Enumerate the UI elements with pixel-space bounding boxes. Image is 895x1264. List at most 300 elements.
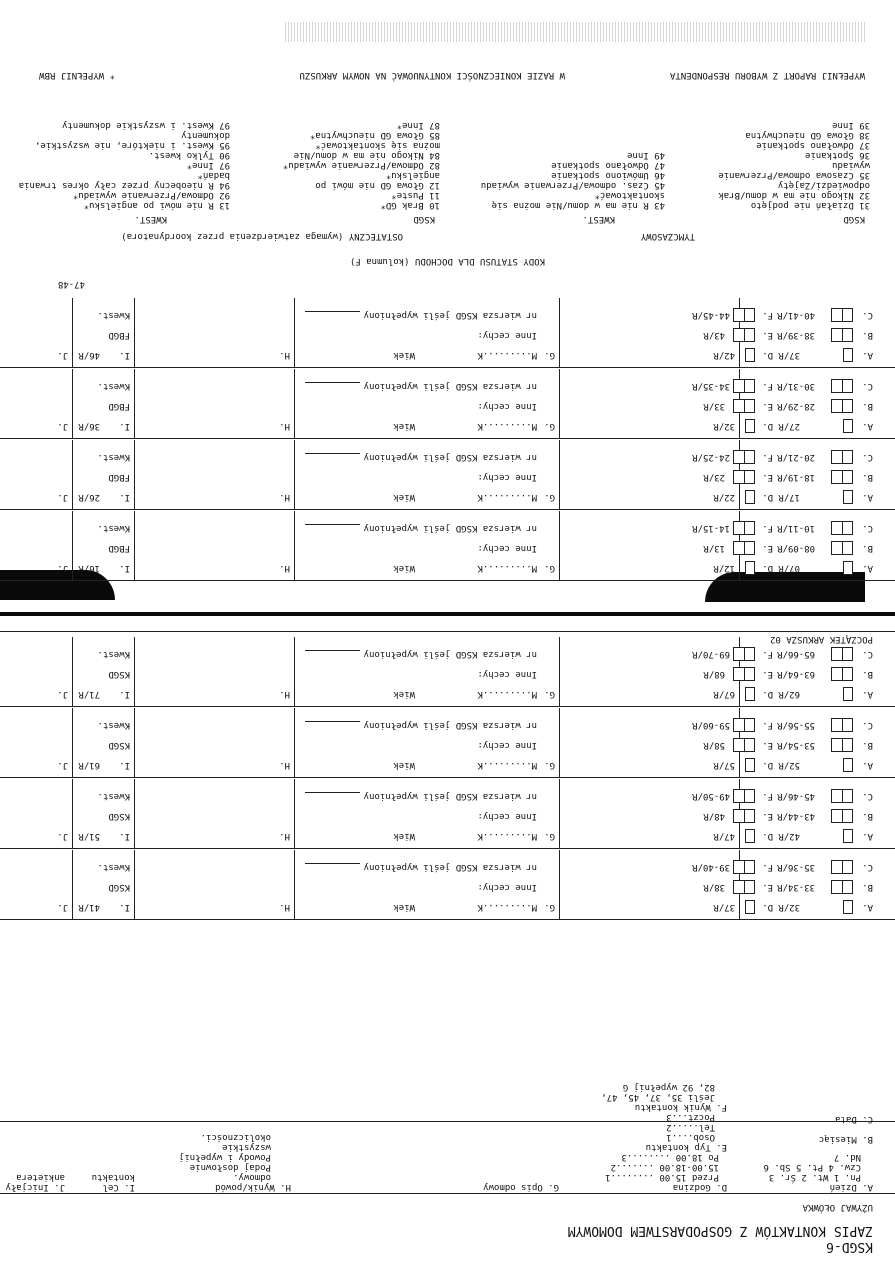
row-i-col: 46/R [78, 350, 100, 360]
row-c-col: 20-21/R [777, 452, 815, 462]
checkbox-a[interactable] [843, 687, 853, 701]
checkbox-pair-e[interactable] [733, 738, 755, 752]
checkbox-d[interactable] [745, 561, 755, 575]
row-b-col: 18-19/R [777, 472, 815, 482]
row-b-label: B. [862, 401, 873, 411]
row-d-label: D. [762, 689, 773, 699]
columns-47-48: 47-48 [57, 279, 85, 289]
row-f-col: 49-50/R [692, 791, 730, 801]
contact-type-1: Osob....1 [666, 1132, 715, 1142]
block-column-divider [72, 298, 73, 368]
status-code-line: 49 Inne [627, 150, 665, 160]
questionnaire-label: Kwest. [97, 452, 130, 462]
block-column-divider [294, 708, 295, 778]
checkbox-pair-e[interactable] [733, 541, 755, 555]
row-j-label: J. [57, 350, 68, 360]
row-e-label: E. [762, 669, 773, 679]
reason-line-3: Podaj dosłownie [189, 1162, 271, 1172]
checkbox-pair-f[interactable] [733, 521, 755, 535]
checkbox-pair-f[interactable] [733, 860, 755, 874]
checkbox-a[interactable] [843, 490, 853, 504]
checkbox-d[interactable] [745, 687, 755, 701]
row-g-label: G. [544, 902, 555, 912]
scan-artifact-band [0, 612, 895, 616]
initials-line-1: J. Inicjały [5, 1182, 65, 1192]
row-h-label: H. [279, 760, 290, 770]
reason-line-5: wszystkie [222, 1142, 271, 1152]
form-title: ZAPIS KONTAKTÓW Z GOSPODARSTWEM DOMOWYM [567, 1223, 873, 1238]
row-e-col: 23/R [703, 472, 725, 482]
row-f-label: F. [762, 791, 773, 801]
status-ksgd-2: KSGD [413, 214, 435, 224]
reason-line-6: okoliczności. [200, 1132, 271, 1142]
row-b-col: 33-34/R [777, 882, 815, 892]
code-label: KSGD [108, 740, 130, 750]
row-h-label: H. [279, 350, 290, 360]
row-i-label: I. [119, 492, 130, 502]
contact-type-2: Tel.....2 [666, 1122, 715, 1132]
row-f-label: F. [762, 720, 773, 730]
row-a-col: 32/R [778, 902, 800, 912]
checkbox-pair-c[interactable] [831, 308, 853, 322]
row-d-label: D. [762, 831, 773, 841]
status-code-line: 95 Kwest. i niektóre, nie wszystkie, [34, 140, 230, 150]
code-label: FBGD [108, 330, 130, 340]
reason-line-2: odmowy. [233, 1172, 271, 1182]
row-g-text: M.........K [477, 350, 537, 360]
code-label: FBGD [108, 543, 130, 553]
row-d-col: 32/R [713, 421, 735, 431]
initials-cell [5, 1172, 65, 1192]
row-b-col: 08-09/R [777, 543, 815, 553]
days-line-1: Pn. 1 Wt. 2 Śr. 3 [768, 1172, 861, 1182]
row-d-label: D. [762, 492, 773, 502]
month-label: B. Miesiąc [818, 1134, 873, 1144]
status-code-line: 37 Odwołano spotkanie [756, 140, 870, 150]
block-column-divider [72, 637, 73, 707]
copy-row-blank[interactable] [305, 792, 360, 793]
age-label: Wiek [393, 760, 415, 770]
row-d-col: 42/R [713, 350, 735, 360]
row-i-col: 41/R [78, 902, 100, 912]
checkbox-pair-b[interactable] [831, 399, 853, 413]
checkbox-a[interactable] [843, 758, 853, 772]
row-i-label: I. [119, 760, 130, 770]
row-a-label: A. [862, 831, 873, 841]
row-i-label: I. [119, 831, 130, 841]
row-h-label: H. [279, 492, 290, 502]
copy-row-label: nr wiersza KSGD jeśli wypełniony [363, 452, 537, 462]
checkbox-d[interactable] [745, 829, 755, 843]
code-label: FBGD [108, 401, 130, 411]
scan-noise-band [285, 22, 865, 42]
questionnaire-label: Kwest. [97, 310, 130, 320]
row-i-col: 51/R [78, 831, 100, 841]
checkbox-pair-b[interactable] [831, 809, 853, 823]
row-i-col: 36/R [78, 421, 100, 431]
row-d-col: 47/R [713, 831, 735, 841]
block-column-divider [72, 511, 73, 581]
copy-row-label: nr wiersza KSGD jeśli wypełniony [363, 523, 537, 533]
other-features-label: Inne cechy: [477, 543, 537, 553]
checkbox-pair-c[interactable] [831, 789, 853, 803]
status-tymczasowy: TYMCZASOWY [640, 231, 695, 241]
result-note-2: 82, 92 wypełnij G [622, 1082, 715, 1092]
other-features-label: Inne cechy: [477, 401, 537, 411]
age-label: Wiek [393, 563, 415, 573]
status-code-line: 97 Inne* [186, 160, 230, 170]
row-e-label: E. [762, 811, 773, 821]
row-b-col: 43-44/R [777, 811, 815, 821]
header-top-rule [0, 1193, 895, 1194]
checkbox-pair-f[interactable] [733, 450, 755, 464]
row-i-col: 26/R [78, 492, 100, 502]
row-e-label: E. [762, 330, 773, 340]
status-code-line: 85 Głowa GD nieuchwytna* [309, 130, 440, 140]
row-e-col: 13/R [703, 543, 725, 553]
pencil-instruction: UŻYWAJ OŁÓWKA [802, 1202, 873, 1212]
row-i-label: I. [119, 689, 130, 699]
result-reason-cell [179, 1132, 291, 1192]
result-note-1: Jeśli 35, 37, 45, 47, [601, 1092, 715, 1102]
status-code-line: 10 Brak GD* [380, 200, 440, 210]
row-c-col: 40-41/R [777, 310, 815, 320]
row-a-col: 27/R [778, 421, 800, 431]
row-c-label: C. [862, 310, 873, 320]
copy-row-blank[interactable] [305, 453, 360, 454]
checkbox-pair-e[interactable] [733, 470, 755, 484]
hour-label: D. Godzina [672, 1182, 727, 1192]
copy-row-label: nr wiersza KSGD jeśli wypełniony [363, 720, 537, 730]
block-column-divider [294, 511, 295, 581]
other-features-label: Inne cechy: [477, 472, 537, 482]
checkbox-pair-b[interactable] [831, 880, 853, 894]
other-features-label: Inne cechy: [477, 882, 537, 892]
copy-row-blank[interactable] [305, 863, 360, 864]
block-column-divider [294, 850, 295, 920]
checkbox-d[interactable] [745, 758, 755, 772]
checkbox-a[interactable] [843, 900, 853, 914]
row-a-label: A. [862, 421, 873, 431]
row-b-label: B. [862, 811, 873, 821]
row-a-label: A. [862, 902, 873, 912]
row-f-col: 14-15/R [692, 523, 730, 533]
purpose-line-2: kontaktu [91, 1172, 135, 1182]
row-g-label: G. [544, 563, 555, 573]
row-b-col: 53-54/R [777, 740, 815, 750]
row-a-label: A. [862, 689, 873, 699]
row-f-col: 34-35/R [692, 381, 730, 391]
contact-result-label: F. Wynik kontaktu [634, 1102, 727, 1112]
row-b-label: B. [862, 882, 873, 892]
row-h-label: H. [279, 563, 290, 573]
row-j-label: J. [57, 760, 68, 770]
row-a-label: A. [862, 563, 873, 573]
status-code-line: skontaktować* [594, 190, 665, 200]
checkbox-d[interactable] [745, 348, 755, 362]
checkbox-a[interactable] [843, 419, 853, 433]
copy-row-blank[interactable] [305, 650, 360, 651]
row-g-label: G. [544, 689, 555, 699]
row-f-label: F. [762, 452, 773, 462]
row-i-col: 61/R [78, 760, 100, 770]
checkbox-a[interactable] [843, 829, 853, 843]
block-column-divider [134, 779, 135, 849]
other-features-label: Inne cechy: [477, 330, 537, 340]
copy-row-label: nr wiersza KSGD jeśli wypełniony [363, 381, 537, 391]
row-i-label: I. [119, 902, 130, 912]
other-features-label: Inne cechy: [477, 740, 537, 750]
checkbox-pair-c[interactable] [831, 379, 853, 393]
row-c-col: 35-36/R [777, 862, 815, 872]
status-code-line: 43 R nie ma w domu/Nie można się [491, 200, 665, 210]
row-a-col: 17/R [778, 492, 800, 502]
checkbox-pair-f[interactable] [733, 718, 755, 732]
status-code-line: 11 Puste* [391, 190, 440, 200]
checkbox-pair-f[interactable] [733, 789, 755, 803]
row-c-label: C. [862, 720, 873, 730]
row-c-label: C. [862, 381, 873, 391]
copy-row-blank[interactable] [305, 524, 360, 525]
row-i-label: I. [119, 563, 130, 573]
copy-row-blank[interactable] [305, 382, 360, 383]
row-e-col: 33/R [703, 401, 725, 411]
row-c-col: 45-46/R [777, 791, 815, 801]
row-b-label: B. [862, 669, 873, 679]
row-d-label: D. [762, 563, 773, 573]
row-e-label: E. [762, 401, 773, 411]
checkbox-pair-e[interactable] [733, 667, 755, 681]
purpose-line-1: I. Cel [102, 1182, 135, 1192]
row-j-label: J. [57, 421, 68, 431]
code-label: FBGD [108, 472, 130, 482]
row-f-col: 39-40/R [692, 862, 730, 872]
row-c-label: C. [862, 649, 873, 659]
status-codes-title: KODY STATUSU DLA DOCHODU (kolumna F) [349, 256, 545, 266]
row-g-text: M.........K [477, 831, 537, 841]
row-a-label: A. [862, 350, 873, 360]
checkbox-pair-f[interactable] [733, 308, 755, 322]
row-e-col: 38/R [703, 882, 725, 892]
checkbox-d[interactable] [745, 419, 755, 433]
block-column-divider [559, 779, 560, 849]
status-code-line: można się skontaktować* [315, 140, 440, 150]
code-label: KSGD [108, 882, 130, 892]
row-c-label: C. [862, 862, 873, 872]
sheet-02-rule [0, 631, 895, 632]
row-c-col: 30-31/R [777, 381, 815, 391]
block-column-divider [559, 440, 560, 510]
checkbox-d[interactable] [745, 900, 755, 914]
checkbox-pair-e[interactable] [733, 328, 755, 342]
block-column-divider [72, 850, 73, 920]
status-code-line: dokumenty [181, 130, 230, 140]
status-code-line: 38 Głowa GD nieuchwytna [745, 130, 870, 140]
checkbox-pair-e[interactable] [733, 809, 755, 823]
row-f-label: F. [762, 310, 773, 320]
copy-row-label: nr wiersza KSGD jeśli wypełniony [363, 791, 537, 801]
age-label: Wiek [393, 421, 415, 431]
row-b-col: 38-39/R [777, 330, 815, 340]
checkbox-pair-b[interactable] [831, 470, 853, 484]
row-c-col: 55-56/R [777, 720, 815, 730]
copy-row-label: nr wiersza KSGD jeśli wypełniony [363, 310, 537, 320]
questionnaire-label: Kwest. [97, 649, 130, 659]
row-g-text: M.........K [477, 689, 537, 699]
block-column-divider [559, 298, 560, 368]
row-e-col: 58/R [703, 740, 725, 750]
row-g-label: G. [544, 831, 555, 841]
status-code-line: 36 Spotkanie [804, 150, 870, 160]
block-column-divider [134, 440, 135, 510]
checkbox-pair-c[interactable] [831, 521, 853, 535]
row-e-col: 43/R [703, 330, 725, 340]
row-e-label: E. [762, 740, 773, 750]
status-ksgd-1: KSGD [843, 214, 865, 224]
row-d-col: 22/R [713, 492, 735, 502]
status-kwest-2: KWEST. [134, 214, 167, 224]
row-g-text: M.........K [477, 563, 537, 573]
status-code-line: 90 Tylko kwest. [148, 150, 230, 160]
block-column-divider [294, 779, 295, 849]
row-b-label: B. [862, 543, 873, 553]
checkbox-pair-c[interactable] [831, 718, 853, 732]
row-g-label: G. [544, 760, 555, 770]
block-column-divider [294, 637, 295, 707]
codes-col-2 [481, 150, 665, 210]
copy-row-blank[interactable] [305, 311, 360, 312]
codes-col-3 [283, 120, 440, 210]
row-i-label: I. [119, 350, 130, 360]
checkbox-pair-b[interactable] [831, 328, 853, 342]
header-bottom-rule [0, 1121, 895, 1122]
block-column-divider [72, 708, 73, 778]
row-f-label: F. [762, 862, 773, 872]
checkbox-d[interactable] [745, 490, 755, 504]
block-column-divider [294, 440, 295, 510]
checkbox-pair-e[interactable] [733, 399, 755, 413]
sheet-02-label: POCZĄTEK ARKUSZA 02 [770, 634, 873, 644]
block-column-divider [294, 298, 295, 368]
row-d-label: D. [762, 350, 773, 360]
row-f-col: 59-60/R [692, 720, 730, 730]
other-features-label: Inne cechy: [477, 669, 537, 679]
other-features-label: Inne cechy: [477, 811, 537, 821]
status-code-line: 46 Umówiono spotkanie [551, 170, 665, 180]
codes-col-1 [718, 120, 870, 210]
row-h-label: H. [279, 831, 290, 841]
checkbox-pair-b[interactable] [831, 738, 853, 752]
scan-artifact-blob-right [0, 570, 115, 600]
checkbox-a[interactable] [843, 561, 853, 575]
days-line-2: Czw. 4 Pt. 5 Sb. 6 [763, 1162, 861, 1172]
row-c-label: C. [862, 452, 873, 462]
row-c-label: C. [862, 791, 873, 801]
block-column-divider [72, 779, 73, 849]
status-code-line: 84 Nikogo nie ma w domu/Nie [293, 150, 440, 160]
checkbox-pair-c[interactable] [831, 647, 853, 661]
block-column-divider [559, 369, 560, 439]
days-line-3: Nd. 7 [833, 1152, 861, 1162]
checkbox-pair-f[interactable] [733, 647, 755, 661]
questionnaire-label: Kwest. [97, 523, 130, 533]
block-column-divider [134, 369, 135, 439]
contact-type-label: E. Typ kontaktu [645, 1142, 727, 1152]
block-column-divider [134, 511, 135, 581]
status-code-line: 12 Głowa GD nie mówi po [315, 180, 440, 190]
checkbox-pair-c[interactable] [831, 860, 853, 874]
date-label: C. Data [835, 1114, 873, 1124]
copy-row-label: nr wiersza KSGD jeśli wypełniony [363, 862, 537, 872]
block-column-divider [134, 708, 135, 778]
block-column-divider [134, 298, 135, 368]
row-d-label: D. [762, 760, 773, 770]
footer-left: WYPEŁNIJ RAPORT Z WYBORU RESPONDENTA [669, 70, 865, 80]
row-e-label: E. [762, 543, 773, 553]
status-code-line: 13 R nie mówi po angielsku* [83, 200, 230, 210]
status-code-line: 32 Nikogo nie ma w domu/Brak [718, 190, 870, 200]
block-column-divider [134, 850, 135, 920]
row-b-col: 63-64/R [777, 669, 815, 679]
row-d-label: D. [762, 902, 773, 912]
row-b-col: 28-29/R [777, 401, 815, 411]
row-a-label: A. [862, 492, 873, 502]
status-code-line: odpowiedzi/Zajęty [777, 180, 870, 190]
row-g-text: M.........K [477, 492, 537, 502]
checkbox-pair-c[interactable] [831, 450, 853, 464]
row-j-label: J. [57, 492, 68, 502]
row-a-col: 37/R [778, 350, 800, 360]
status-code-line: 31 Działań nie podjęto [750, 200, 870, 210]
row-d-label: D. [762, 421, 773, 431]
block-column-divider [72, 440, 73, 510]
row-f-label: F. [762, 381, 773, 391]
block-column-divider [559, 708, 560, 778]
status-code-line: 82 Odmowa/Przerwanie wywiadu* [282, 160, 440, 170]
hour-option-3: Po 18.00 ........3 [621, 1152, 719, 1162]
status-code-line: badań* [197, 170, 230, 180]
hour-option-1: Przed 15.00 ........1 [605, 1172, 719, 1182]
initials-line-2: ankietera [16, 1172, 65, 1182]
row-h-label: H. [279, 421, 290, 431]
row-f-col: 69-70/R [692, 649, 730, 659]
row-c-col: 65-66/R [777, 649, 815, 659]
row-a-col: 07/R [778, 563, 800, 573]
status-code-line: 47 Odwołano spotkanie [551, 160, 665, 170]
row-c-col: 10-11/R [777, 523, 815, 533]
status-kwest-1: KWEST. [582, 214, 615, 224]
block-column-divider [294, 369, 295, 439]
row-f-label: F. [762, 523, 773, 533]
checkbox-a[interactable] [843, 348, 853, 362]
checkbox-pair-e[interactable] [733, 880, 755, 894]
checkbox-pair-b[interactable] [831, 667, 853, 681]
copy-row-blank[interactable] [305, 721, 360, 722]
row-g-label: G. [544, 421, 555, 431]
checkbox-pair-f[interactable] [733, 379, 755, 393]
row-g-label: G. [544, 492, 555, 502]
status-code-line: 87 Inne* [396, 120, 440, 130]
row-d-col: 67/R [713, 689, 735, 699]
row-a-col: 42/R [778, 831, 800, 841]
row-i-col: 71/R [78, 689, 100, 699]
contact-purpose-cell [92, 1172, 135, 1192]
reason-line-4: Powody i wypełnij [178, 1152, 271, 1162]
row-f-col: 44-45/R [692, 310, 730, 320]
checkbox-pair-b[interactable] [831, 541, 853, 555]
block-column-divider [134, 637, 135, 707]
row-j-label: J. [57, 831, 68, 841]
